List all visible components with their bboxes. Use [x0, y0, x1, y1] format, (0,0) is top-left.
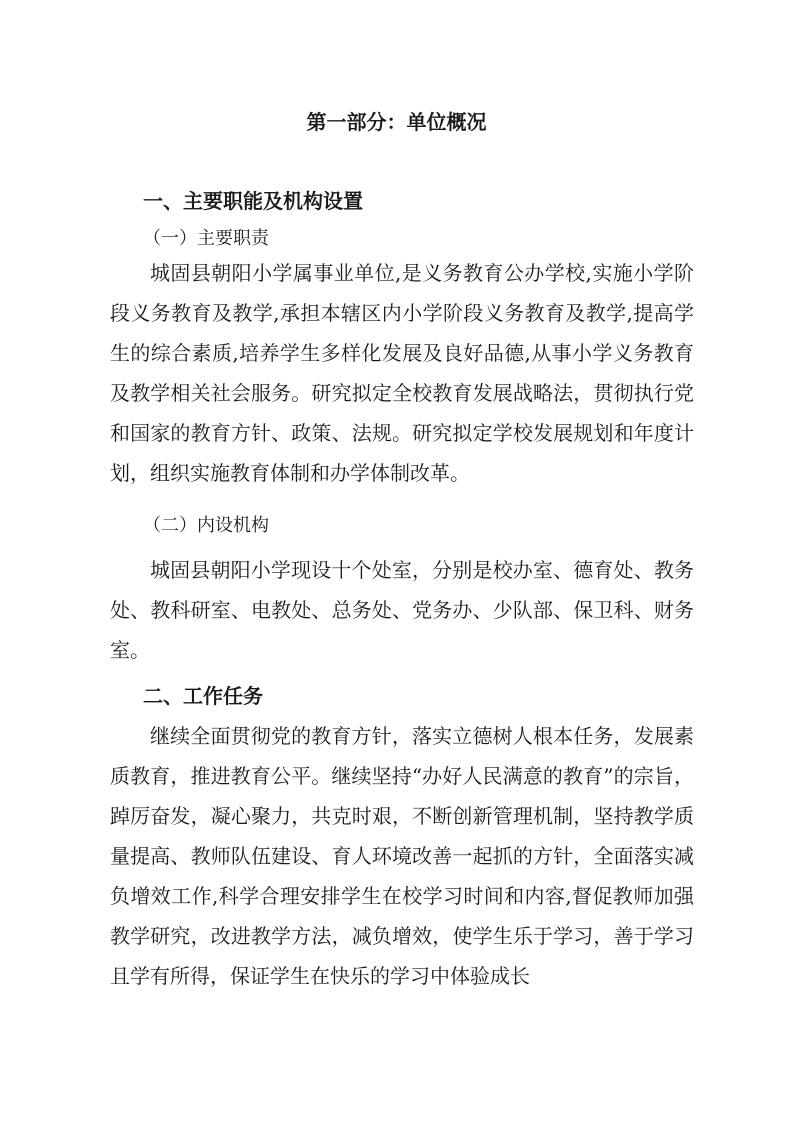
- section-heading-work-tasks: 二、工作任务: [143, 684, 263, 708]
- paragraph-work-tasks: 继续全面贯彻党的教育方针，落实立德树人根本任务，发展素质教育，推进教育公平。继续坚持“办好人民满意的教育”的宗旨，踔厉奋发，凝心聚力，共克时艰，不断创新管理机制，坚持教学质量提高、教师队伍建设、育人环境改善一起抓的方针，全面落实减负增效工作,科学合理安排学生在校学习时间和内容,督促教师加强教学研究，改进教学方法，减负增效，使学生乐于学习，善于学习且学有所得，保证学生在快乐的学习中体验成长: [110, 724, 694, 988]
- subheading-main-duties: （一）主要职责: [143, 228, 269, 249]
- paragraph-internal-departments: 城固县朝阳小学现设十个处室，分别是校办室、德育处、教务处、教科研室、电教处、总务处、党务办、少队部、保卫科、财务室。: [110, 558, 694, 662]
- section-heading-functions: 一、主要职能及机构设置: [143, 189, 363, 213]
- page-title: 第一部分：单位概况: [306, 110, 487, 134]
- paragraph-main-duties: 城固县朝阳小学属事业单位,是义务教育公办学校,实施小学阶段义务教育及教学,承担本辖区内小学阶段义务教育及教学,提高学生的综合素质,培养学生多样化发展及良好品德,从事小学义务教育及教学相关社会服务。研究拟定全校教育发展战略法，贯彻执行党和国家的教育方针、政策、法规。研究拟定学校发展规划和年度计划，组织实施教育体制和办学体制改革。: [110, 261, 694, 485]
- subheading-internal-departments: （二）内设机构: [143, 515, 269, 536]
